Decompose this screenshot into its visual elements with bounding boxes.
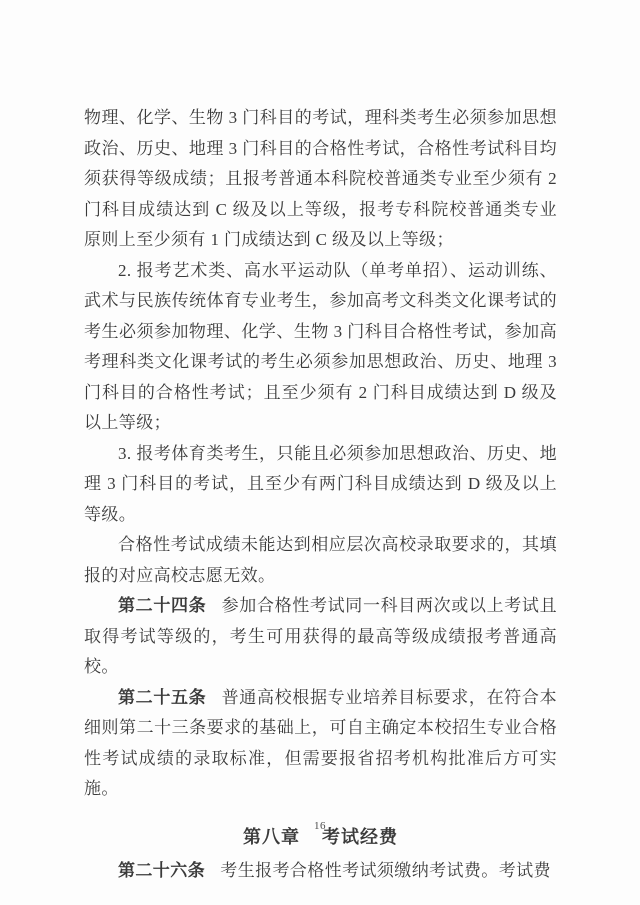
chapter-number: 第八章 [243, 826, 300, 847]
chapter-title: 考试经费 [322, 826, 398, 847]
article-number: 第二十五条 [118, 687, 207, 707]
paragraph-item-2 [84, 256, 557, 439]
article-number: 第二十四条 [118, 596, 207, 615]
paragraph-article-26 [84, 856, 557, 887]
paragraph-text: 考生报考合格性考试须缴纳考试费。考试费 [220, 861, 551, 880]
paragraph-text: 普通高校根据专业培养目标要求，在符合本细则第二十三条要求的基础上，可自主确定本校招生专业合格性考试成绩的录取标准，但需要报省招考机构批准后方可实施。 [84, 687, 557, 798]
page-number: 16 [314, 820, 326, 832]
paragraph-continuation [84, 103, 557, 256]
article-number: 第二十六条 [118, 861, 205, 880]
paragraph-text: 物理、化学、生物 3 门科目的考试，理科类考生必须参加思想政治、历史、地理 3 门科目的合格性考试，合格性考试科目均须获得等级成绩；且报考普通本科院校普通类专业至少须有 2 门科目成绩达到 C 级及以上等级，报考专科院校普通类专业原则上至少须有 1 门成绩达到 C 级及以上等级； [84, 108, 557, 249]
paragraph-article-24 [84, 591, 557, 683]
paragraph-article-25 [84, 683, 557, 805]
paragraph-text: 3. 报考体育类考生，只能且必须参加思想政治、历史、地理 3 门科目的考试，且至少有两门科目成绩达到 D 级及以上等级。 [84, 443, 557, 524]
paragraph-note [84, 530, 557, 591]
paragraph-text: 2. 报考艺术类、高水平运动队（单考单招）、运动训练、武术与民族传统体育专业考生，参加高考文科类文化课考试的考生必须参加物理、化学、生物 3 门科目合格性考试，参加高考理科类文化课考试的考生必须参加思想政治、历史、地理 3 门科目的合格性考试；且至少须有 2 门科目成绩达到 D 级及以上等级； [84, 260, 557, 432]
paragraph-item-3 [84, 439, 557, 531]
page-content [84, 103, 557, 887]
paragraph-text: 合格性考试成绩未能达到相应层次高校录取要求的，其填报的对应高校志愿无效。 [84, 535, 557, 585]
paragraph-text: 参加合格性考试同一科目两次或以上考试且取得考试等级的，考生可用获得的最高等级成绩报考普通高校。 [84, 596, 557, 676]
